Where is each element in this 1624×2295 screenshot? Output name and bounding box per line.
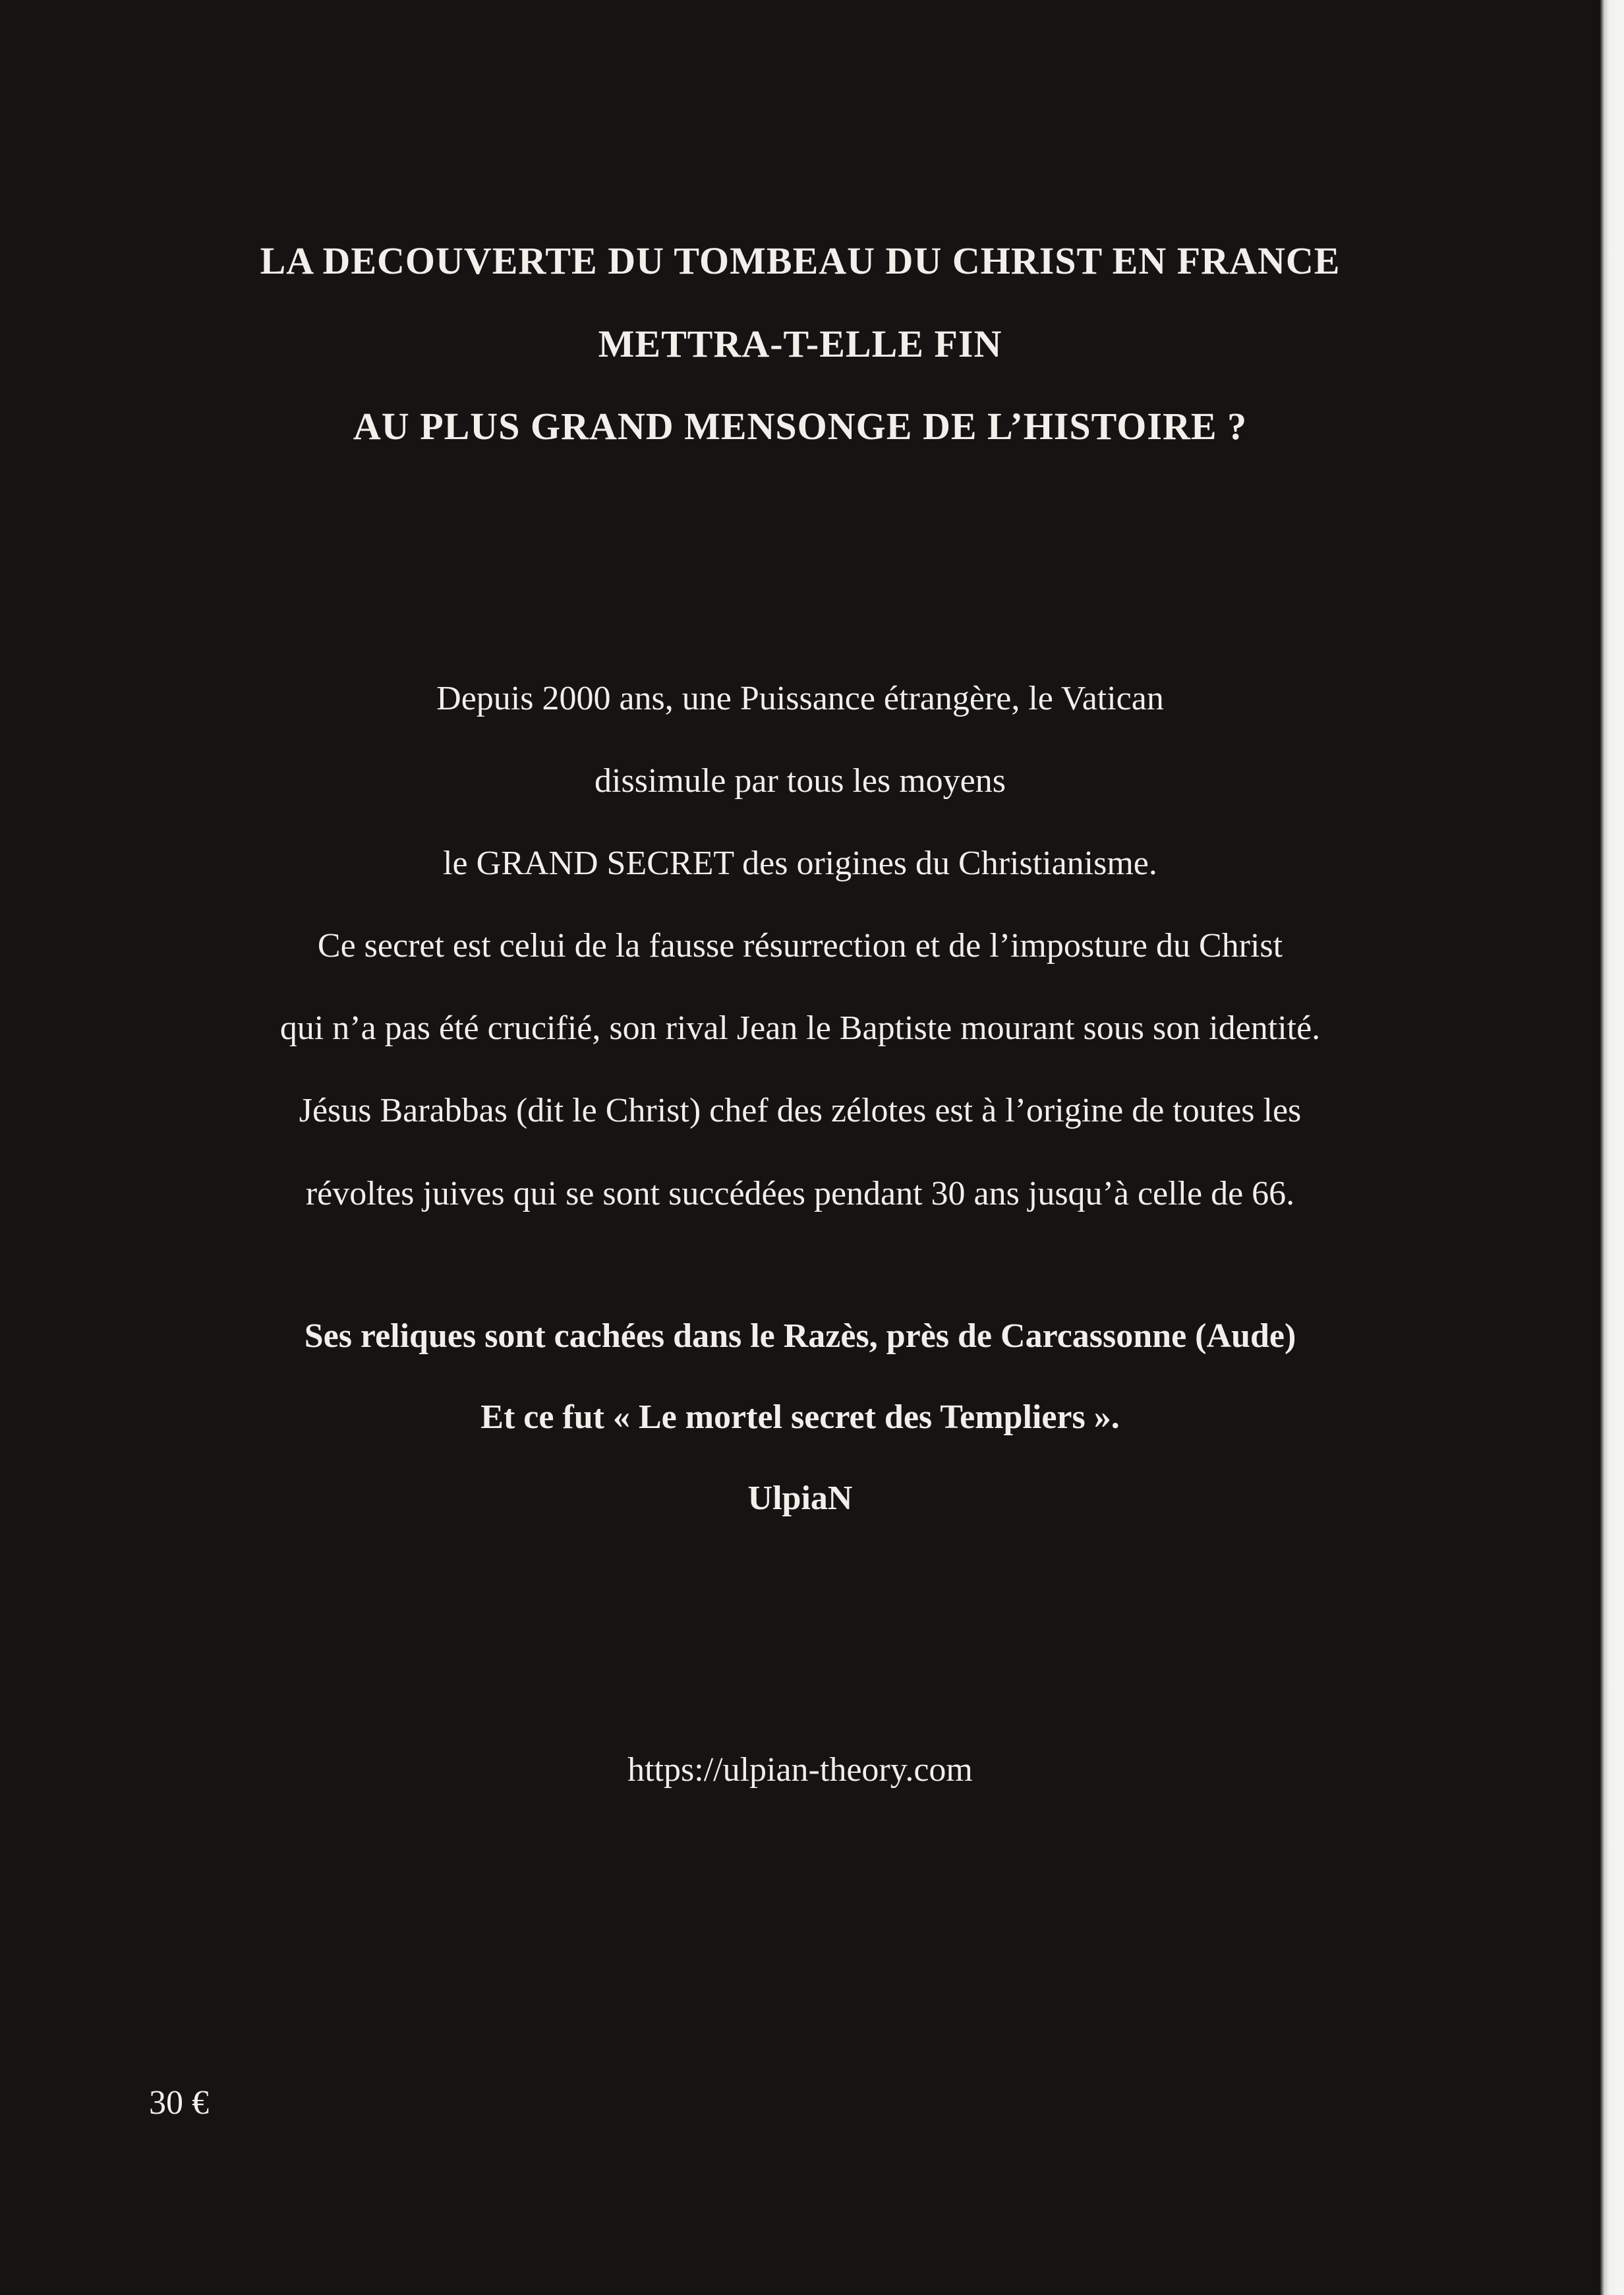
scan-page-edge: [1600, 0, 1624, 2295]
body-line-4: Ce secret est celui de la fausse résurrection et de l’imposture du Christ: [317, 927, 1283, 965]
headline-line-1: LA DECOUVERTE DU TOMBEAU DU CHRIST EN FRANCE: [260, 239, 1341, 282]
templiers-line: Et ce fut « Le mortel secret des Templiers ».: [480, 1398, 1120, 1436]
body-line-3: le GRAND SECRET des origines du Christianisme.: [443, 845, 1157, 882]
body-line-2: dissimule par tous les moyens: [594, 762, 1006, 800]
price-label: 30 €: [149, 2084, 209, 2122]
website-url: https://ulpian-theory.com: [627, 1751, 973, 1789]
body-line-6: Jésus Barabbas (dit le Christ) chef des zélotes est à l’origine de toutes les: [299, 1092, 1302, 1129]
author-signature: UlpiaN: [747, 1479, 853, 1517]
reliques-line: Ses reliques sont cachées dans le Razès, près de Carcassonne (Aude): [304, 1317, 1296, 1355]
headline-line-3: AU PLUS GRAND MENSONGE DE L’HISTOIRE ?: [353, 405, 1248, 448]
body-line-7: révoltes juives qui se sont succédées pendant 30 ans jusqu’à celle de 66.: [305, 1175, 1295, 1212]
body-line-5: qui n’a pas été crucifié, son rival Jean le Baptiste mourant sous son identité.: [279, 1009, 1321, 1047]
body-line-1: Depuis 2000 ans, une Puissance étrangère, le Vatican: [436, 680, 1164, 717]
headline-line-2: METTRA-T-ELLE FIN: [598, 322, 1002, 365]
